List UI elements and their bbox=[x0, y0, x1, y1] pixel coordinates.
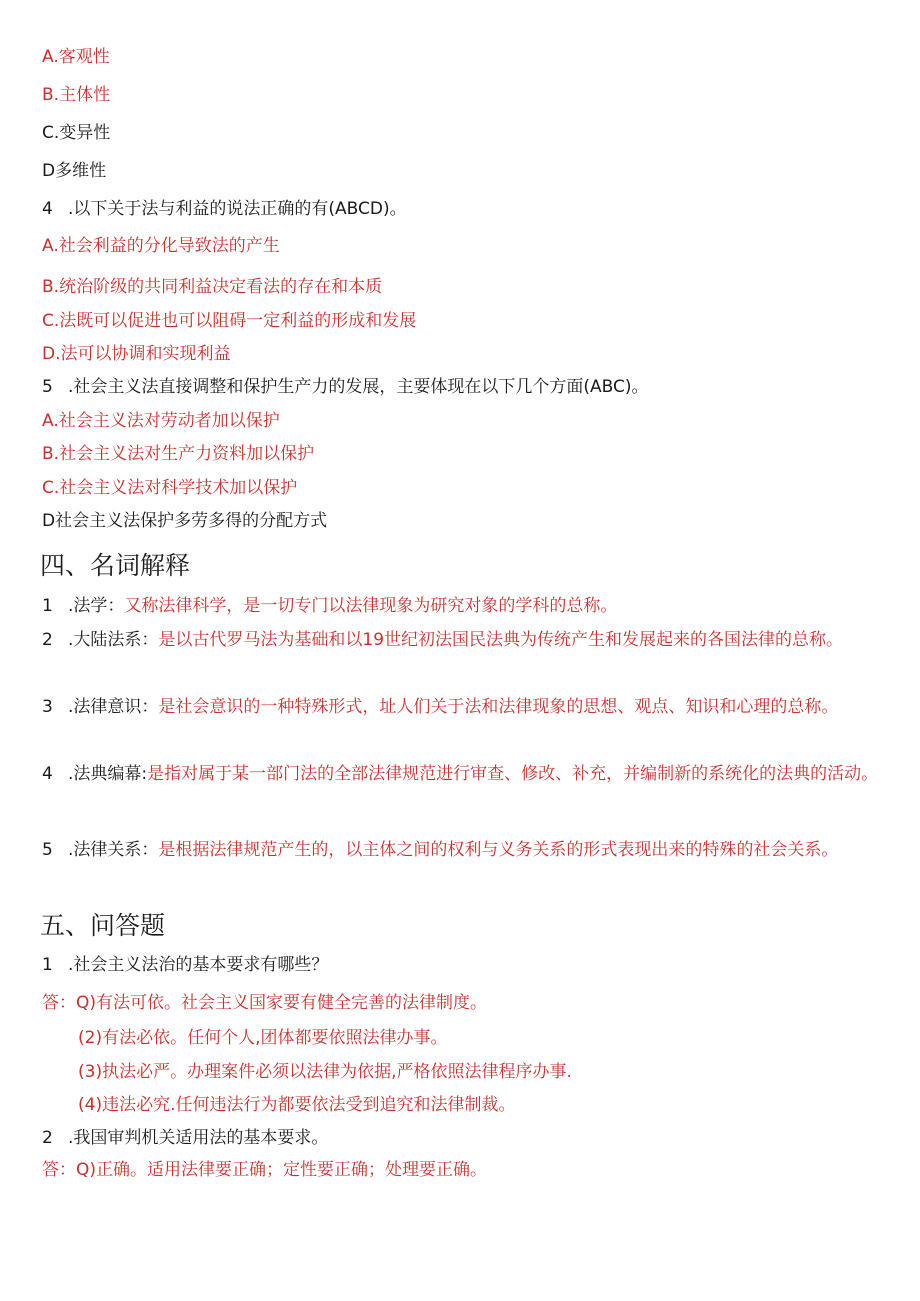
q4-stem bbox=[42, 198, 407, 220]
qa1-answer-1: 答：Q)有法可依。社会主义国家要有健全完善的法律制度。 bbox=[42, 993, 488, 1013]
q3-option-c: C.变异性 bbox=[42, 123, 111, 143]
term-name: .法律意识： bbox=[68, 697, 159, 717]
term-definition: 是以古代罗马法为基础和以19世纪初法国民法典为传统产生和发展起来的各国法律的总称。 bbox=[158, 630, 844, 650]
qa1-answer-2: (2)有法必依。任何个人,团体都要依照法律办事。 bbox=[78, 1028, 448, 1048]
term-name: .法律关系： bbox=[68, 840, 159, 860]
term-definition: 是根据法律规范产生的，以主体之间的权利与义务关系的形式表现出来的特殊的社会关系。 bbox=[158, 840, 839, 860]
q3-option-b: B.主体性 bbox=[42, 85, 111, 105]
section-4-title: 四、名词解释 bbox=[40, 551, 191, 580]
q5-stem-text: .社会主义法直接调整和保护生产力的发展，主要体现在以下几个方面(ABC)。 bbox=[68, 377, 649, 397]
term-name: .大陆法系： bbox=[68, 630, 159, 650]
qa1-answer-3: (3)执法必严。办理案件必须以法律为依据,严格依照法律程序办事. bbox=[78, 1062, 572, 1082]
qa1-number: 1 bbox=[42, 955, 53, 975]
qa2-stem bbox=[42, 1127, 328, 1149]
term-definition: 是指对属于某一部门法的全部法律规范进行审查、修改、补充，并编制新的系统化的法典的活动。 bbox=[147, 764, 879, 784]
qa1-stem-text: .社会主义法治的基本要求有哪些？ bbox=[68, 955, 329, 975]
term-number: 3 bbox=[42, 697, 53, 717]
term-item-5 bbox=[42, 830, 882, 871]
q5-stem bbox=[42, 376, 649, 398]
q5-option-d: D社会主义法保护多劳多得的分配方式 bbox=[42, 511, 328, 531]
q4-option-c: C.法既可以促进也可以阻碍一定利益的形成和发展 bbox=[42, 311, 417, 331]
q4-option-d: D.法可以协调和实现利益 bbox=[42, 344, 231, 364]
term-number: 5 bbox=[42, 840, 53, 860]
term-number: 4 bbox=[42, 764, 53, 784]
q5-option-c: C.社会主义法对科学技术加以保护 bbox=[42, 478, 298, 498]
q5-option-a: A.社会主义法对劳动者加以保护 bbox=[42, 411, 280, 431]
term-definition: 是社会意识的一种特殊形式，址人们关于法和法律现象的思想、观点、知识和心理的总称。 bbox=[158, 697, 839, 717]
term-definition: 又称法律科学，是一切专门以法律现象为研究对象的学科的总称。 bbox=[124, 596, 618, 616]
term-item-2 bbox=[42, 624, 882, 657]
term-name: .法典编幕: bbox=[68, 764, 148, 784]
term-item-4 bbox=[42, 758, 882, 791]
term-item-3 bbox=[42, 691, 882, 724]
q4-stem-text: .以下关于法与利益的说法正确的有(ABCD)。 bbox=[68, 199, 407, 219]
term-number: 2 bbox=[42, 630, 53, 650]
q3-option-d: D多维性 bbox=[42, 161, 107, 181]
term-item-1 bbox=[42, 590, 882, 623]
qa2-answer: 答：Q)正确。适用法律要正确；定性要正确；处理要正确。 bbox=[42, 1160, 488, 1180]
q4-option-b: B.统治阶级的共同利益决定看法的存在和本质 bbox=[42, 277, 383, 297]
section-5-title: 五、问答题 bbox=[40, 911, 166, 940]
q3-option-a: A.客观性 bbox=[42, 47, 110, 67]
qa2-stem-text: .我国审判机关适用法的基本要求。 bbox=[68, 1128, 329, 1148]
q5-number: 5 bbox=[42, 377, 53, 397]
qa1-answer-4: (4)违法必究.任何违法行为都要依法受到追究和法律制裁。 bbox=[78, 1095, 516, 1115]
q4-number: 4 bbox=[42, 199, 53, 219]
term-number: 1 bbox=[42, 596, 53, 616]
q5-option-b: B.社会主义法对生产力资料加以保护 bbox=[42, 444, 315, 464]
term-name: .法学： bbox=[68, 596, 125, 616]
qa1-stem bbox=[42, 954, 328, 976]
qa2-number: 2 bbox=[42, 1128, 53, 1148]
q4-option-a: A.社会利益的分化导致法的产生 bbox=[42, 236, 280, 256]
